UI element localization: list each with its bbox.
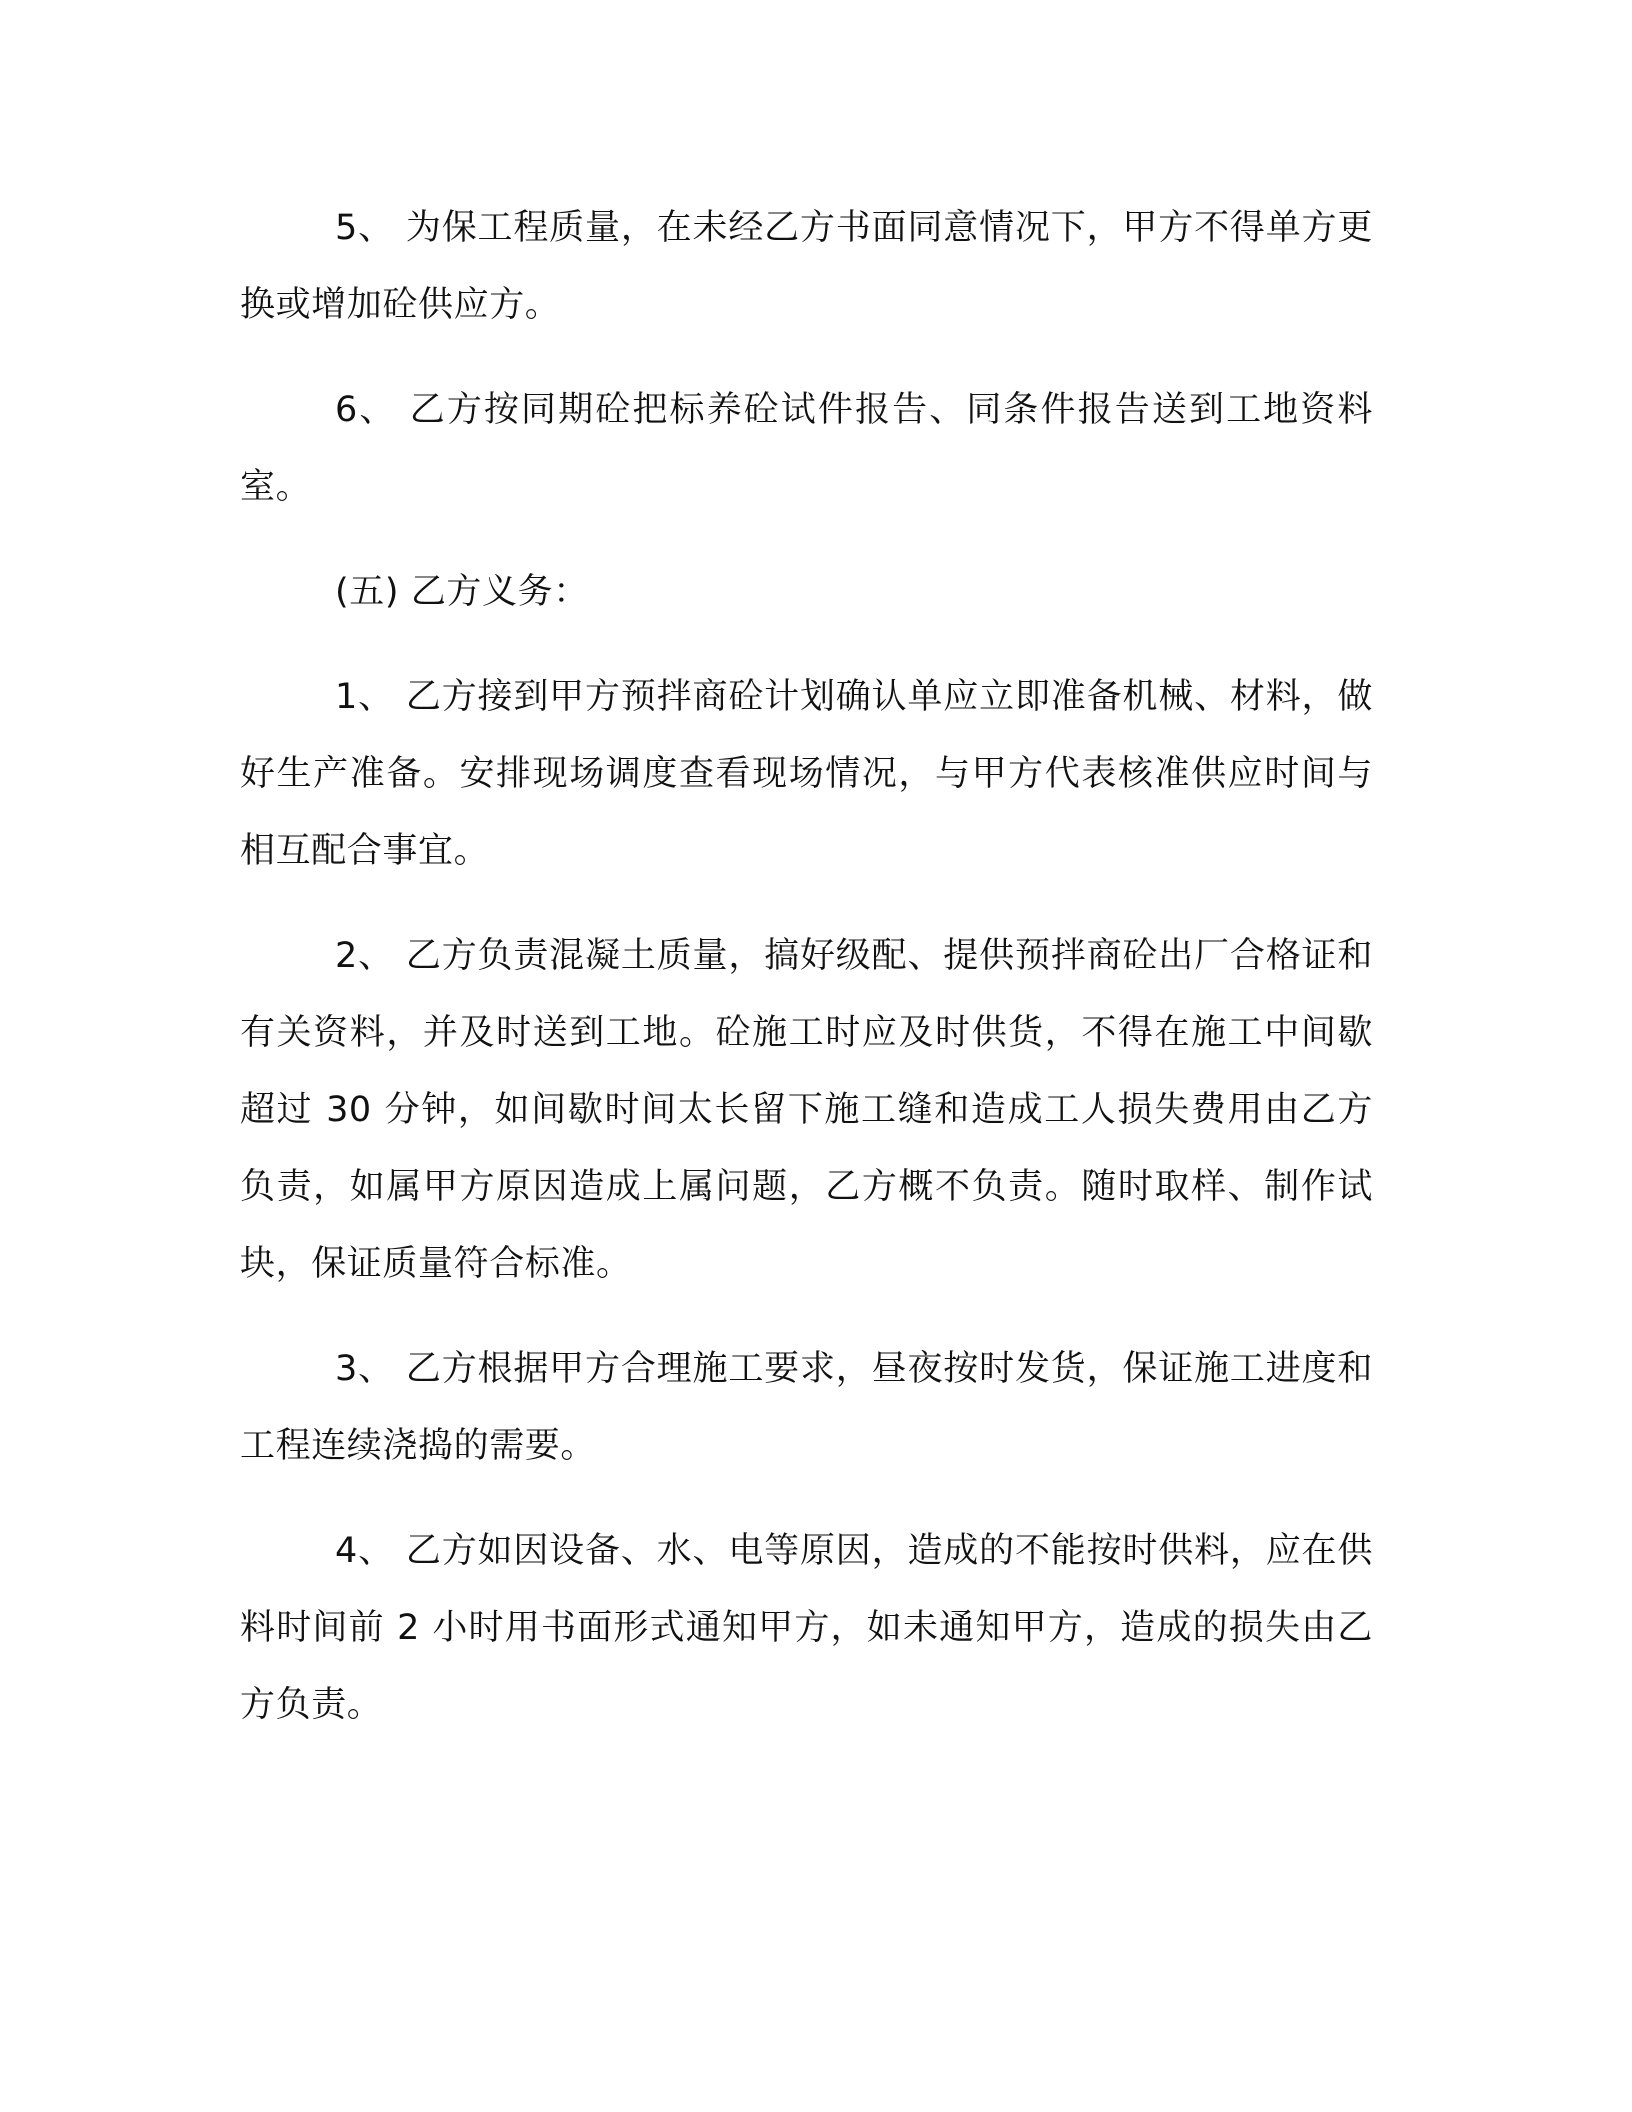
section-heading-party-b-obligations: (五) 乙方义务：	[335, 572, 589, 612]
paragraph-item-5-quality: 5、 为保工程质量，在未经乙方书面同意情况下，甲方不得单方更换或增加砼供应方。	[240, 208, 1373, 325]
paragraph-obligation-4: 4、 乙方如因设备、水、电等原因，造成的不能按时供料，应在供料时间前 2 小时用书面形式通知甲方，如未通知甲方，造成的损失由乙方负责。	[240, 1531, 1373, 1725]
paragraph-item-6-reports: 6、 乙方按同期砼把标养砼试件报告、同条件报告送到工地资料室。	[240, 390, 1373, 507]
paragraph-obligation-1: 1、 乙方接到甲方预拌商砼计划确认单应立即准备机械、材料，做好生产准备。安排现场调度查看现场情况，与甲方代表核准供应时间与相互配合事宜。	[240, 677, 1373, 871]
paragraph-obligation-2: 2、 乙方负责混凝土质量，搞好级配、提供预拌商砼出厂合格证和有关资料，并及时送到工地。砼施工时应及时供货，不得在施工中间歇超过 30 分钟，如间歇时间太长留下施工缝和造成工人损失费用由乙方负责，如属甲方原因造成上属问题，乙方概不负责。随时取样、制作试块，保证质量符合标准。	[240, 936, 1373, 1284]
document-body	[240, 190, 1373, 1744]
paragraph-obligation-3: 3、 乙方根据甲方合理施工要求，昼夜按时发货，保证施工进度和工程连续浇捣的需要。	[240, 1349, 1373, 1466]
